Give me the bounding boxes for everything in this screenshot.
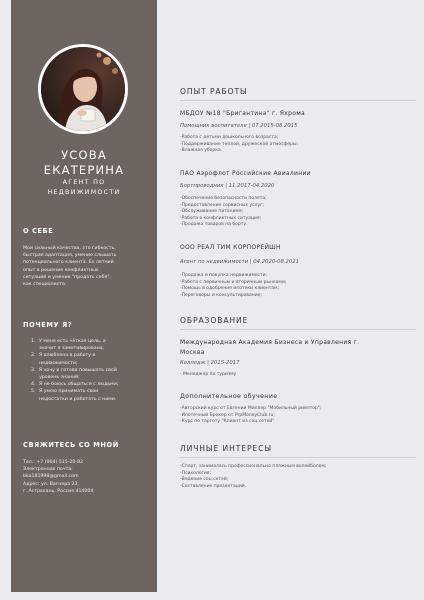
extra-education-heading: Дополнительное обучение xyxy=(180,392,278,400)
list-item xyxy=(31,367,147,381)
contact-heading: СВЯЖИТЕСЬ СО МНОЙ xyxy=(23,441,119,449)
education-org xyxy=(180,338,416,358)
address-line: Адрес: ул. Вагнера 23, xyxy=(23,481,79,487)
sidebar xyxy=(11,0,157,592)
divider xyxy=(180,100,416,101)
about-line: Мои сильный качества, это гибкость, xyxy=(23,246,116,251)
list-item: -Обслуживание питанием; xyxy=(180,209,244,215)
about-text xyxy=(23,245,147,288)
list-item: -Ведение соц.сетей; xyxy=(180,477,229,483)
list-number: 1. xyxy=(31,339,36,344)
about-line: как специалиста. xyxy=(23,282,67,288)
profile-photo xyxy=(38,44,128,134)
divider xyxy=(180,329,416,330)
list-number: 2. xyxy=(31,353,36,359)
list-item: -Влажная уборка. xyxy=(180,148,223,154)
about-heading: О СЕБЕ xyxy=(23,227,54,235)
list-text: Я влюблена в работу в xyxy=(39,353,96,359)
list-text: недвижимости; xyxy=(39,360,78,366)
role-line-2: НЕДВИЖИМОСТИ xyxy=(47,189,121,196)
list-item xyxy=(31,338,147,352)
list-item: -Работа с первичным и вторичным рынками; xyxy=(180,279,287,285)
role-line-1: АГЕНТ ПО xyxy=(62,179,106,186)
list-item: -Спорт, занималась профессионально пляжным волейболом; xyxy=(180,464,327,469)
job-duties xyxy=(180,135,416,155)
extra-education-list xyxy=(180,406,416,426)
why-me-list xyxy=(31,338,147,403)
divider xyxy=(180,457,416,458)
list-item: -Переговоры и консультирование; xyxy=(180,292,262,298)
job-org: ПАО Аэрофлот Российские Авиалинии xyxy=(180,170,311,177)
about-line: опыт в решение конфликтных xyxy=(23,267,99,273)
list-item: -Авторский курс от Евгении Миллер "Мобильный риелтор"; xyxy=(180,406,322,411)
list-item: -Курс по таргету "Клиент из соц.сетей" xyxy=(180,419,275,425)
name-line-1: УСОВА xyxy=(61,148,107,162)
list-item: -Помощь в одобрение ипотеки клиентам; xyxy=(180,286,279,292)
list-text: Я умею принимать свои xyxy=(39,389,99,395)
list-item xyxy=(31,381,147,388)
list-item: -Составление презентаций. xyxy=(180,483,247,489)
job-position: Агент по недвижимости | 04.2020-08.2021 xyxy=(180,259,299,265)
education-position: Колледж | 2015-2017 xyxy=(180,360,240,366)
job-org: ООО РЕАЛ ТИМ КОРПОРЕЙШН xyxy=(180,244,281,251)
list-text: уровень знаний; xyxy=(39,375,80,381)
list-item: -Продажа и покупка недвижимости; xyxy=(180,273,268,278)
job-position: Помощник воспитателя | 07.2015-08.2015 xyxy=(180,123,298,129)
list-item: -Предоставление сервисных услуг; xyxy=(180,202,265,208)
email-text: bka181998@gmail.com xyxy=(23,474,79,480)
list-item: - Менеджер по туризму xyxy=(180,372,237,377)
list-text: У меня есть чёткая цель, а xyxy=(39,339,106,344)
job-duties xyxy=(180,273,416,299)
about-line: ситуаций и умение "продать себя", xyxy=(23,274,111,280)
experience-heading: ОПЫТ РАБОТЫ xyxy=(180,87,248,96)
address-line: г. Астрахань, Россия 414004 xyxy=(23,488,94,494)
email-label: Электронная почта: xyxy=(23,467,73,473)
list-number: 4. xyxy=(31,382,36,388)
list-text: Я не боюсь общаться с людьми; xyxy=(39,382,119,388)
name-line-2: ЕКАТЕРИНА xyxy=(43,163,125,177)
interests-list xyxy=(180,464,416,490)
job-org: МБДОУ №18 "Бригантина" г. Яхрома xyxy=(180,110,306,117)
list-item: -Поддерживание теплой, дружеской атмосферы; xyxy=(180,141,299,147)
job-position: Бортпроводник | 11.2017-04.2020 xyxy=(180,183,275,189)
about-line: быстрая адаптация, умение слышать xyxy=(23,253,117,259)
list-item: -Работа с детьми дошкольного возраста; xyxy=(180,135,279,140)
list-item: -Психология; xyxy=(180,470,211,476)
portrait-image xyxy=(41,47,125,131)
interests-heading: ЛИЧНЫЕ ИНТЕРЕСЫ xyxy=(180,444,272,453)
contact-details xyxy=(23,459,147,495)
list-number: 3. xyxy=(31,367,36,373)
about-line: потенциального клиента. Ex летний xyxy=(23,260,114,266)
phone-text: Тел.: +7 (964) 515-20-82 xyxy=(23,460,84,465)
list-item: -Работа в конфликтных ситуация; xyxy=(180,215,262,221)
education-details xyxy=(180,372,416,379)
education-org-line: Москва xyxy=(180,349,205,356)
education-heading: ОБРАЗОВАНИЕ xyxy=(180,316,249,325)
list-item xyxy=(31,388,147,402)
list-text: значит я замотивирована; xyxy=(39,346,105,352)
list-item: -Продажа товаров на борту. xyxy=(180,222,248,228)
why-me-heading: ПОЧЕМУ Я? xyxy=(23,321,73,329)
list-item: -Ипотечный Брокер от PrpMoneyClub.ru; xyxy=(180,412,275,418)
list-text: Я хочу и готова повышать свой xyxy=(39,367,117,373)
education-org-line: Международная Академия Бизнеса и Управления г. xyxy=(180,339,360,346)
list-number: 5. xyxy=(31,389,36,395)
list-item: -Обеспечение безопасности полета; xyxy=(180,196,267,201)
job-duties xyxy=(180,196,416,229)
list-item xyxy=(31,352,147,366)
list-text: недостатки и работать с ними. xyxy=(39,396,117,402)
